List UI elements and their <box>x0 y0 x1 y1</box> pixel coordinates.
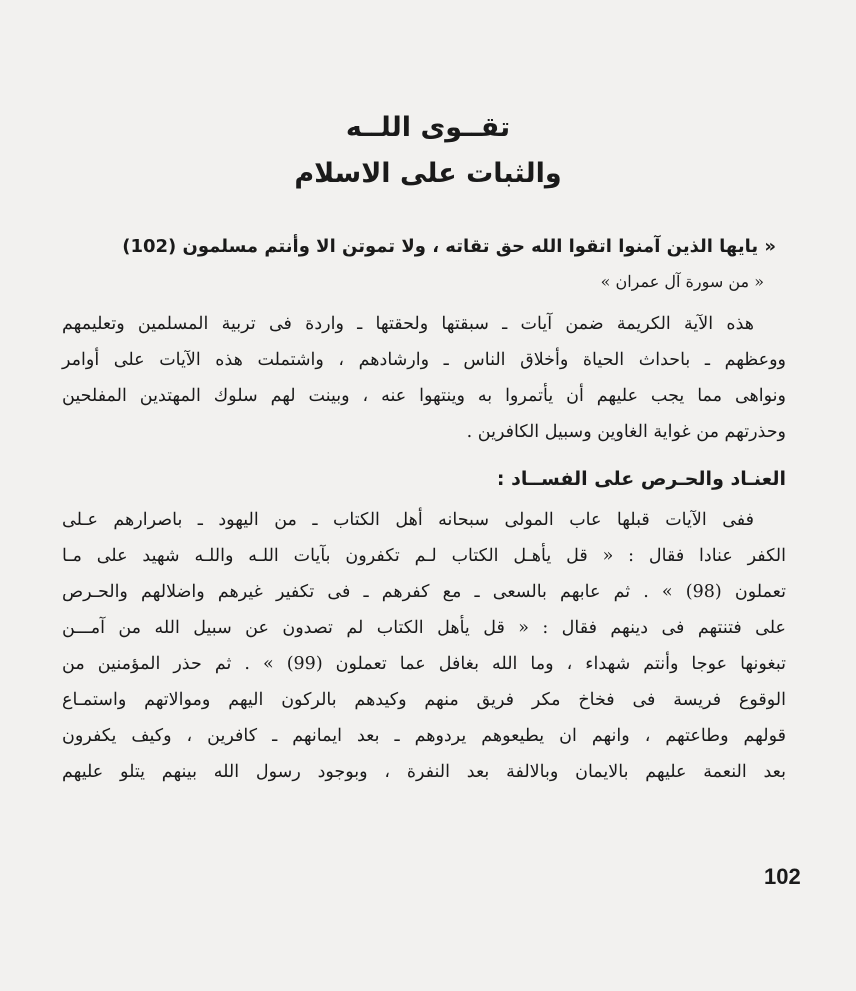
paragraph-line: ونواهى مما يجب عليهم أن يأتمروا به وينتهوا عنه ، وبينت لهم سلوك المهتدين المفلحين <box>62 386 786 406</box>
page-number: 102 <box>764 864 801 889</box>
paragraph-line: ووعظهم ـ باحداث الحياة وأخلاق الناس ـ وارشادهم ، واشتملت هذه الآيات على أوامر <box>62 350 786 370</box>
paragraph-line: ففى الآيات قبلها عاب المولى سبحانه أهل الكتاب ـ من اليهود ـ باصرارهم عـلى <box>62 510 754 530</box>
chapter-title: تقــوى اللــه <box>345 112 511 143</box>
paragraph-line: وحذرتهم من غواية الغاوين وسبيل الكافرين . <box>466 422 786 442</box>
paragraph-line: على فتنتهم فى دينهم فقال : « قل يأهل الكتاب لم تصدون عن سبيل الله من آمـــن <box>62 618 786 638</box>
paragraph-line: هذه الآية الكريمة ضمن آيات ـ سبقتها ولحقتها ـ واردة فى تربية المسلمين وتعليمهم <box>62 314 754 334</box>
paragraph-line: الوقوع فريسة فى فخاخ مكر فريق منهم وكيدهم بالركون اليهم وموالاتهم واستمـاع <box>62 690 786 710</box>
verse-source: « من سورة آل عمران » <box>600 272 764 291</box>
paragraph-line: بعد النعمة عليهم بالايمان وبالالفة بعد النفرة ، وبوجود رسول الله بينهم يتلو عليهم <box>62 762 786 782</box>
paragraph-line: قولهم وطاعتهم ، وانهم ان يطيعوهم يردوهم ـ بعد ايمانهم ـ كافرين ، وكيف يكفرون <box>62 726 786 746</box>
quran-verse: « يايها الذين آمنوا اتقوا الله حق تقاته ، ولا تموتن الا وأنتم مسلمون (102) <box>122 236 776 257</box>
paragraph-line: تعملون (98) » . ثم عابهم بالسعى ـ مع كفرهم ـ فى تكفير غيرهم واضلالهم والحـرص <box>62 582 786 602</box>
paragraph-line: الكفر عنادا فقال : « قل يأهـل الكتاب لـم تكفرون بآيات اللـه واللـه شهيد على مـا <box>62 546 786 566</box>
paragraph-line: تبغونها عوجا وأنتم شهداء ، وما الله بغافل عما تعملون (99) » . ثم حذر المؤمنين من <box>62 654 786 674</box>
section-heading: العنـاد والحـرص على الفســاد : <box>496 468 786 490</box>
chapter-subtitle: والثبات على الاسلام <box>294 158 562 189</box>
